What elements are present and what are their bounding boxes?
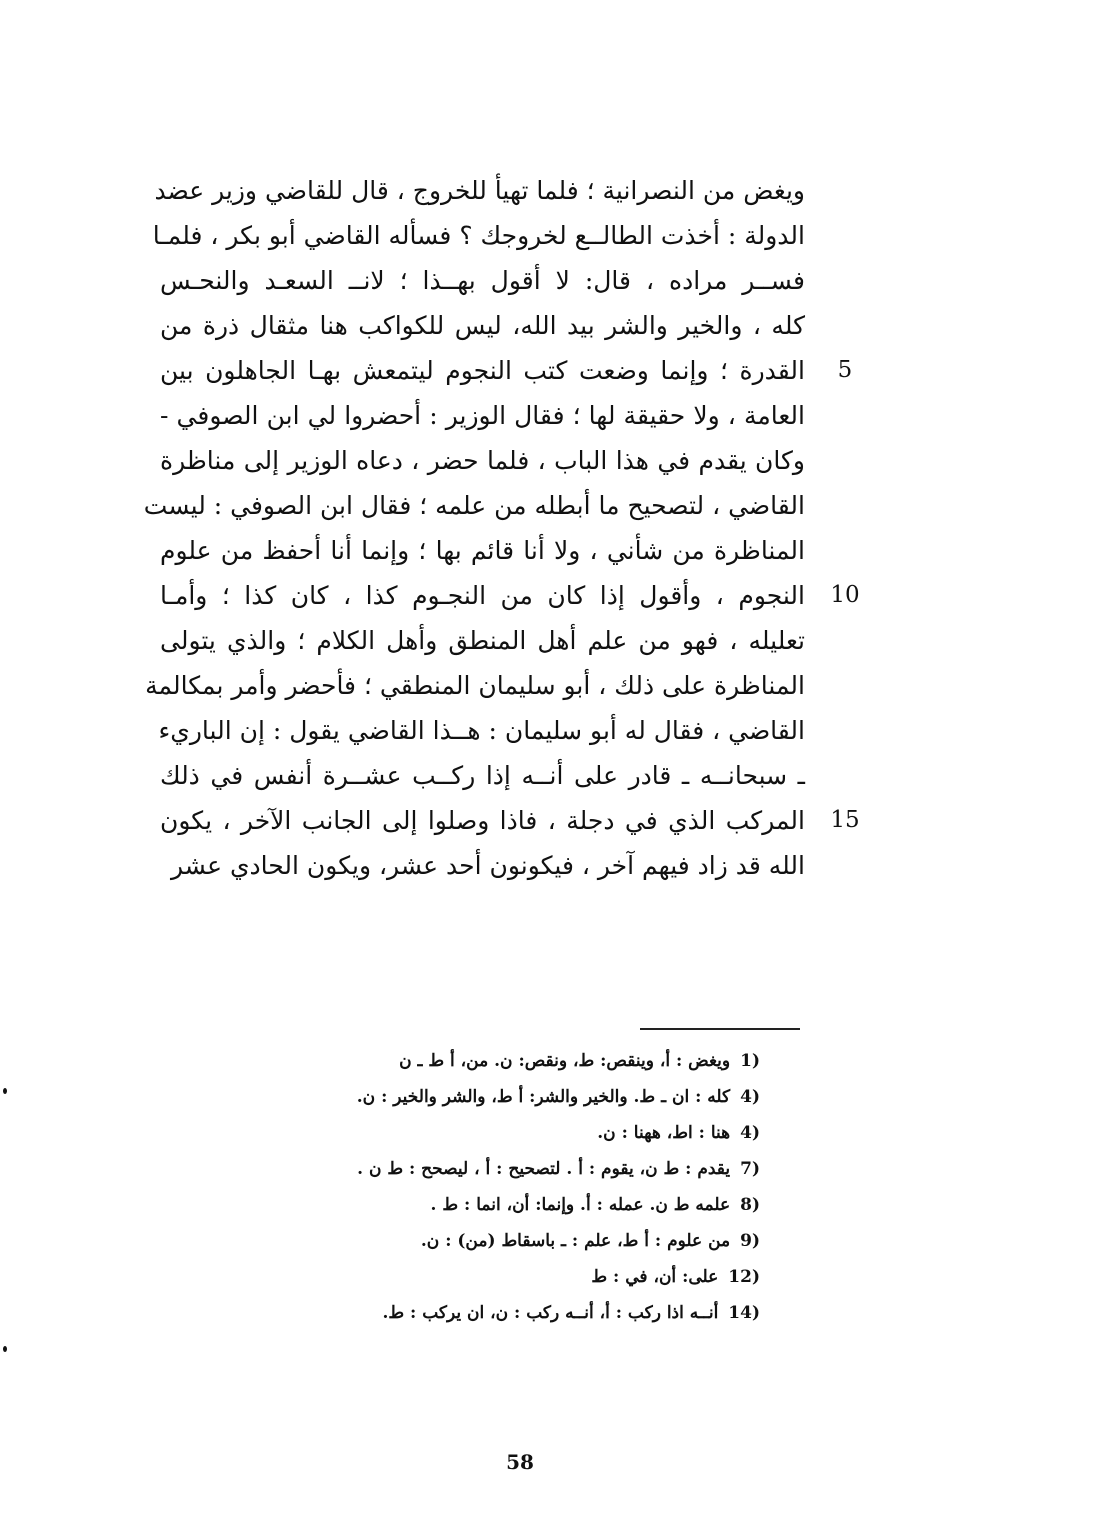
footnote-text: ويغض : أ، وينقص: ط، ونقص: ن. من، أ ط ـ ن — [399, 1051, 731, 1071]
footnote-number: 14) — [728, 1303, 760, 1323]
text-line: المناظرة على ذلك ، أبو سليمان المنطقي ؛ فأحضر وأمر بمكالمة — [145, 671, 805, 700]
footnote-text: هنا : اط، ههنا : ن. — [597, 1123, 731, 1143]
scan-speck — [3, 1088, 7, 1094]
text-line: كله ، والخير والشر بيد الله، ليس للكواكب هنا مثقال ذرة من — [160, 311, 805, 340]
scan-speck — [3, 1346, 7, 1352]
text-line: المناظرة من شأني ، ولا أنا قائم بها ؛ وإنما أنا أحفظ من علوم — [160, 536, 805, 565]
text-line: الدولة : أخذت الطالــع لخروجك ؟ فسأله القاضي أبو بكر ، فلمـا — [152, 221, 805, 250]
footnote — [240, 1043, 760, 1079]
footnote-number: 4) — [740, 1087, 760, 1107]
footnote — [240, 1259, 760, 1295]
text-line: العامة ، ولا حقيقة لها ؛ فقال الوزير : أحضروا لي ابن الصوفي - — [160, 401, 805, 430]
line-number: 15 — [830, 807, 860, 833]
footnote-number: 4) — [740, 1123, 760, 1143]
footnote-number: 8) — [740, 1195, 760, 1215]
text-line: ـ سبحانــه ـ قادر على أنــه إذا ركــب عشــرة أنفس في ذلك — [160, 761, 805, 790]
text-line: ويغض من النصرانية ؛ فلما تهيأ للخروج ، قال للقاضي وزير عضد — [154, 176, 805, 205]
main-text-block — [143, 168, 860, 888]
footnote-text: أنــه اذا ركب : أ، أنــه ركب : ن، ان يركب : ط. — [382, 1303, 719, 1323]
footnote-number: 7) — [740, 1159, 760, 1179]
footnote — [240, 1187, 760, 1223]
footnote-text: علمه ط ن. عمله : أ. وإنما: أن، انما : ط . — [430, 1195, 731, 1215]
line-number: 10 — [830, 582, 860, 608]
text-line: الله قد زاد فيهم آخر ، فيكونون أحد عشر، ويكون الحادي عشر — [171, 851, 805, 880]
page-number: 58 — [506, 1450, 534, 1474]
text-line: القاضي ، لتصحيح ما أبطله من علمه ؛ فقال ابن الصوفي : ليست — [143, 491, 805, 520]
text-line: النجوم ، وأقول إذا كان من النجـوم كذا ، كان كذا ؛ وأمـا — [160, 581, 805, 610]
line-number: 5 — [837, 357, 853, 383]
footnote-text: من علوم : أ ط، علم : ـ باسقاط (من) : ن. — [420, 1231, 731, 1251]
footnote — [240, 1151, 760, 1187]
footnote-text: على: أن، في : ط — [591, 1267, 719, 1287]
footnote-number: 1) — [740, 1051, 760, 1071]
footnote-text: يقدم : ط ن، يقوم : أ . لتصحيح : أ ، ليصحح : ط ن . — [357, 1159, 731, 1179]
footnote-number: 12) — [728, 1267, 760, 1287]
footnotes-block — [240, 1043, 760, 1331]
text-line: القاضي ، فقال له أبو سليمان : هــذا القاضي يقول : إن الباريء — [158, 716, 805, 745]
footnote-separator — [640, 1028, 800, 1030]
text-line: وكان يقدم في هذا الباب ، فلما حضر ، دعاه الوزير إلى مناظرة — [160, 446, 805, 475]
footnote-text: كله : ان ـ ط. والخير والشر: أ ط، والشر والخير : ن. — [356, 1087, 731, 1107]
footnote-number: 9) — [740, 1231, 760, 1251]
footnote — [240, 1295, 760, 1331]
footnote — [240, 1115, 760, 1151]
footnote — [240, 1223, 760, 1259]
text-line: تعليله ، فهو من علم أهل المنطق وأهل الكلام ؛ والذي يتولى — [160, 626, 805, 655]
footnote — [240, 1079, 760, 1115]
text-line: فســر مراده ، قال: لا أقول بهــذا ؛ لانــ السعـد والنحـس — [160, 266, 805, 295]
text-line: المركب الذي في دجلة ، فاذا وصلوا إلى الجانب الآخر ، يكون — [160, 806, 805, 835]
text-line: القدرة ؛ وإنما وضعت كتب النجوم ليتمعش بهـا الجاهلون بين — [160, 356, 805, 385]
